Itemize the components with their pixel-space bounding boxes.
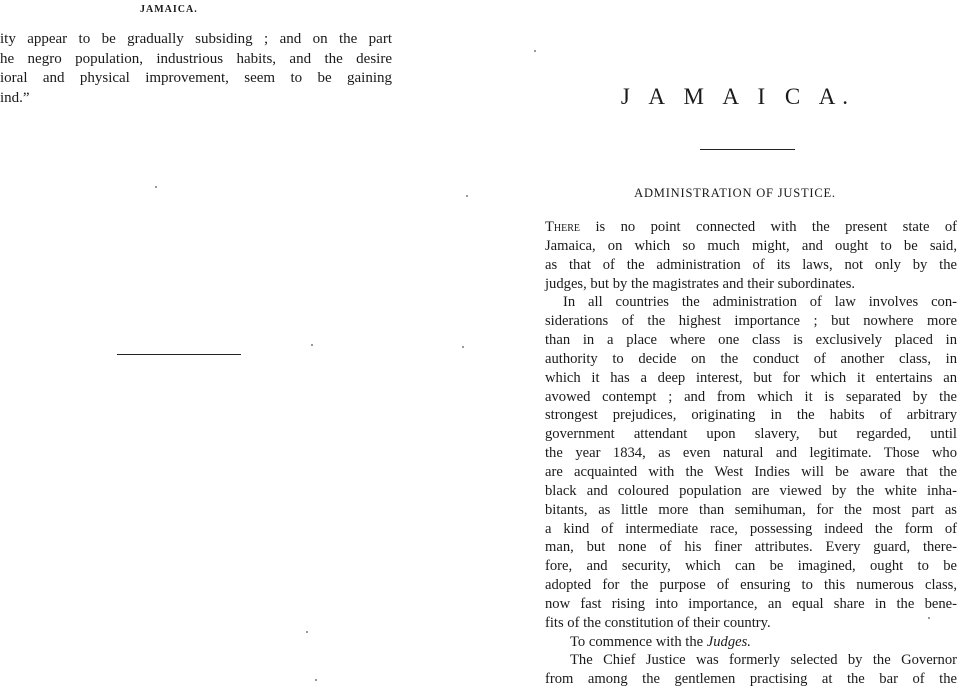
text-line: adopted for the purpose of ensuring to this numerous class,	[545, 577, 957, 594]
text-line: black and coloured population are viewed by the white inha-	[545, 482, 957, 499]
left-page-text	[0, 30, 392, 108]
text-line: bitants, as little more than semihuman, for the most part as	[545, 501, 957, 518]
emphasis-text: Judges.	[706, 633, 751, 650]
text-line: ind.”	[0, 89, 30, 106]
text-line: Jamaica, on which so much might, and ought to be said,	[545, 237, 957, 254]
title-rule	[700, 149, 795, 150]
ink-speck	[315, 679, 317, 681]
ink-speck	[462, 346, 464, 348]
text-line: than in a place where one class is exclusively placed in	[545, 332, 957, 349]
text-line: siderations of the highest importance ; but nowhere more	[545, 313, 957, 330]
ink-speck	[155, 186, 157, 188]
paragraph	[545, 633, 957, 652]
ink-speck	[466, 195, 468, 197]
text-line: strongest prejudices, originating in the habits of arbitrary	[545, 407, 957, 424]
text-line: man, but none of his finer attributes. Every guard, there-	[545, 539, 957, 556]
text-line: authority to decide on the conduct of another class, in	[545, 350, 957, 367]
ink-speck	[306, 631, 308, 633]
section-heading: ADMINISTRATION OF JUSTICE.	[634, 186, 836, 200]
text-line	[545, 633, 957, 652]
paragraph	[545, 293, 957, 632]
text-line: ity appear to be gradually subsiding ; and on the part	[0, 31, 392, 47]
text-run: To commence with the	[570, 633, 707, 650]
text-line: from among the gentlemen practising at the bar of the	[545, 671, 957, 688]
text-line: are acquainted with the West Indies will be aware that the	[545, 463, 957, 480]
text-line: ioral and physical improvement, seem to be gaining	[0, 70, 392, 86]
text-line: In all countries the administration of law involves con-	[563, 294, 957, 311]
text-line: he negro population, industrious habits, and the desire	[0, 50, 392, 67]
text-line: the year 1834, as even natural and legitimate. Those who	[545, 445, 957, 462]
right-page	[490, 0, 980, 689]
text-line: a kind of intermediate race, possessing indeed the form of	[545, 520, 957, 537]
text-line: government attendant upon slavery, but regarded, until	[545, 426, 957, 443]
paragraph	[545, 218, 957, 293]
paragraph	[545, 651, 957, 689]
running-head: JAMAICA.	[140, 4, 198, 15]
text-line: as that of the administration of its laws, not only by the	[545, 256, 957, 273]
text-run: is no point connected with the present state of	[580, 219, 957, 235]
text-line: fore, and security, which can be imagined, ought to be	[545, 558, 957, 575]
chapter-title: J A M A I C A.	[620, 84, 856, 109]
ink-speck	[534, 50, 536, 52]
text-line: avowed contempt ; and from which it is separated by the	[545, 388, 957, 405]
text-line: which it has a deep interest, but for which it entertains an	[545, 369, 957, 386]
text-line: now fast rising into importance, an equal share in the bene-	[545, 595, 957, 612]
section-rule	[117, 354, 241, 355]
text-line: The Chief Justice was formerly selected by the Governor	[570, 652, 957, 669]
ink-speck	[311, 344, 313, 346]
ink-speck	[928, 617, 930, 619]
dropcap-word: There	[545, 219, 581, 235]
text-line	[545, 218, 957, 237]
body-text	[545, 218, 957, 689]
text-line: judges, but by the magistrates and their subordinates.	[545, 275, 856, 292]
text-line: fits of the constitution of their country.	[545, 614, 771, 631]
